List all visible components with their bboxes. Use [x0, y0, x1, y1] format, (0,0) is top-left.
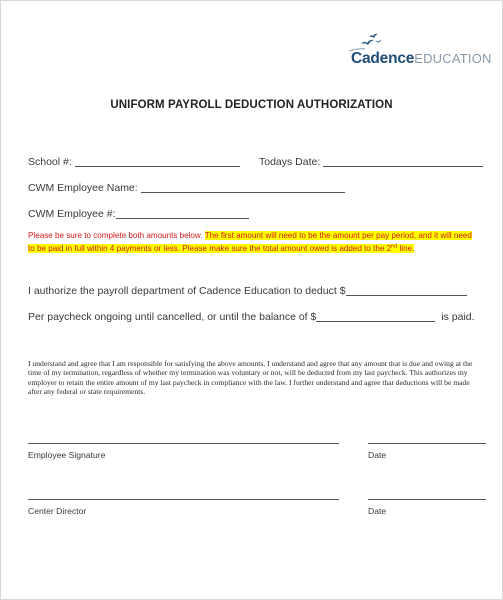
employee-signature-line[interactable] — [28, 443, 339, 444]
logo-wordmark: CadenceEDUCATION — [351, 50, 492, 67]
agreement-paragraph: I understand and agree that I am responsible for satisfying the above amounts. I understand and agree that any amount that is due and owing at the time of my termination, regardless of whether my termination was voluntary or not, will be deducted from my last paycheck. This authorizes my employer to retain the entire amount of my last paycheck in compliance with the law. I further understand and agree that deductions will be made after any federal or state requirements. — [28, 359, 473, 397]
director-date-line[interactable] — [368, 499, 486, 500]
employee-name-field[interactable] — [28, 181, 345, 194]
company-logo — [337, 31, 497, 71]
instructions-notice — [28, 230, 478, 255]
authorization-balance-text: Per paycheck ongoing until cancelled, or until the balance of $ — [28, 311, 317, 323]
center-director-signature-line[interactable] — [28, 499, 339, 500]
notice-plain-text: Please be sure to complete both amounts below. — [28, 231, 203, 240]
employee-number-label: CWM Employee #: — [28, 208, 116, 220]
employee-name-input-line[interactable] — [141, 181, 345, 193]
authorization-deduct-line[interactable] — [28, 284, 467, 297]
deduct-amount-input-line[interactable] — [346, 284, 467, 296]
authorization-paid-text: is paid. — [441, 311, 475, 323]
todays-date-input-line[interactable] — [323, 155, 483, 167]
center-director-label: Center Director — [28, 506, 87, 516]
todays-date-label: Todays Date: — [259, 156, 321, 168]
authorization-balance-line[interactable] — [28, 310, 475, 323]
document-title: UNIFORM PAYROLL DEDUCTION AUTHORIZATION — [110, 99, 393, 111]
authorization-deduct-text: I authorize the payroll department of Cadence Education to deduct $ — [28, 285, 346, 297]
director-date-label: Date — [368, 506, 387, 516]
school-number-input-line[interactable] — [75, 155, 240, 167]
balance-amount-input-line[interactable] — [316, 310, 435, 322]
employee-number-field[interactable] — [28, 207, 249, 220]
employee-number-input-line[interactable] — [116, 207, 249, 219]
employee-name-label: CWM Employee Name: — [28, 182, 138, 194]
todays-date-field[interactable] — [259, 155, 483, 168]
school-number-field[interactable] — [28, 155, 240, 168]
notice-highlighted-text: The first amount will need to be the amount per pay period, and it will need to be paid in full within 4 payments or less. Please make sure the total amount owed is added to the 2nd line. — [28, 231, 472, 253]
employee-date-line[interactable] — [368, 443, 486, 444]
employee-date-label: Date — [368, 450, 387, 460]
school-number-label: School #: — [28, 156, 72, 168]
employee-signature-label: Employee Signature — [28, 450, 106, 460]
